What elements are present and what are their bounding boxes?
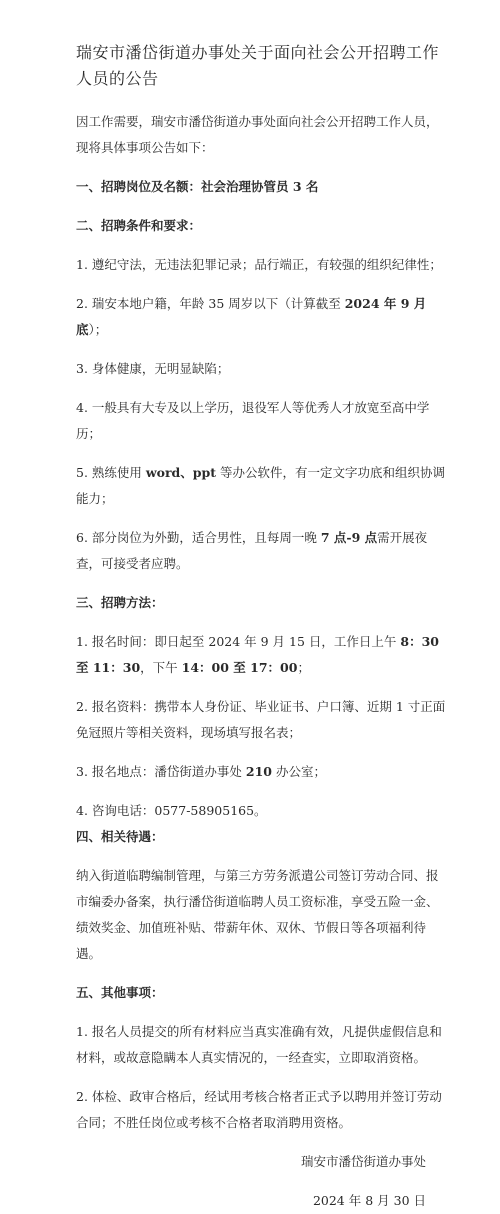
section5-heading: 五、其他事项： [76, 985, 164, 1000]
section4-heading: 四、相关待遇： [76, 829, 164, 844]
section1-heading: 一、招聘岗位及名额： [76, 179, 202, 194]
section2-item-5-text: 5. 熟练使用 [76, 465, 146, 480]
section2-heading: 二、招聘条件和要求： [76, 218, 202, 233]
section3-item-4: 4. 咨询电话：0577-58905165。 [76, 803, 267, 818]
section2-item-3: 3. 身体健康，无明显缺陷； [76, 361, 230, 376]
section3-item-1-text: 1. 报名时间：即日起至 2024 年 9 月 15 日，工作日上午 [76, 634, 401, 649]
section2-item-4: 4. 一般具有大专及以上学历，退役军人等优秀人才放宽至高中学历； [76, 400, 430, 441]
section3-item-2: 2. 报名资料：携带本人身份证、毕业证书、户口簿、近期 1 寸正面免冠照片等相关资料，现场填写报名表； [76, 699, 446, 740]
section5-item-2: 2. 体检、政审合格后，经试用考核合格者正式予以聘用并签订劳动合同；不胜任岗位或考核不合格者取消聘用资格。 [76, 1089, 442, 1130]
section2-item-2-end: ）； [88, 322, 108, 337]
section2-item-2 [76, 291, 450, 343]
section2-item-6-time: 7 点-9 点 [320, 530, 378, 545]
section3-item-3-room: 210 [245, 764, 272, 779]
section3-item-1-morning: 8：30 至 11：30 [76, 634, 439, 675]
section2-item-2-text: 2. 瑞安本地户籍，年龄 35 周岁以下（计算截至 [76, 296, 345, 311]
section2-item-2-date: 2024 年 9 月底 [76, 296, 427, 337]
section2-item-5-end: 等办公软件，有一定文字功底和组织协调能力； [76, 465, 446, 506]
section3-item-1-mid: ，下午 [140, 660, 182, 675]
section5-item-1: 1. 报名人员提交的所有材料应当真实准确有效，凡提供虚假信息和材料，或故意隐瞒本人真实情况的，一经查实，立即取消资格。 [76, 1024, 442, 1065]
section2-item-6 [76, 525, 450, 577]
section3-heading: 三、招聘方法： [76, 595, 164, 610]
intro-paragraph: 因工作需要，瑞安市潘岱街道办事处面向社会公开招聘工作人员，现将具体事项公告如下： [76, 114, 439, 155]
section1-value: 社会治理协管员 3 名 [201, 179, 319, 194]
section2-item-5 [76, 460, 450, 512]
signature-org: 瑞安市潘岱街道办事处 [300, 1154, 426, 1169]
section3-item-1-afternoon: 14：00 至 17：00 [181, 660, 298, 675]
notice-title: 瑞安市潘岱街道办事处关于面向社会公开招聘工作人员的公告 [76, 43, 440, 88]
section3-item-3-end: 办公室； [271, 764, 326, 779]
section3-item-3-text: 3. 报名地点：潘岱街道办事处 [76, 764, 246, 779]
section4-body: 纳入街道临聘编制管理，与第三方劳务派遣公司签订劳动合同、报市编委办备案，执行潘岱街道临聘人员工资标准，享受五险一金、绩效奖金、加值班补贴、带薪年休、双休、节假日等各项福利待遇。 [76, 868, 439, 961]
section2-item-5-software: word、ppt [145, 465, 217, 480]
section2-item-6-end: 需开展夜查，可接受者应聘。 [76, 530, 428, 571]
signature-date: 2024 年 8 月 30 日 [312, 1193, 426, 1208]
section2-item-1: 1. 遵纪守法，无违法犯罪记录；品行端正，有较强的组织纪律性； [76, 257, 442, 272]
section1-line [76, 174, 450, 200]
section3-item-1-end: ； [297, 660, 310, 675]
section3-item-3 [76, 759, 450, 785]
section2-item-6-text: 6. 部分岗位为外勤，适合男性，且每周一晚 [76, 530, 321, 545]
section3-item-1 [76, 629, 450, 681]
